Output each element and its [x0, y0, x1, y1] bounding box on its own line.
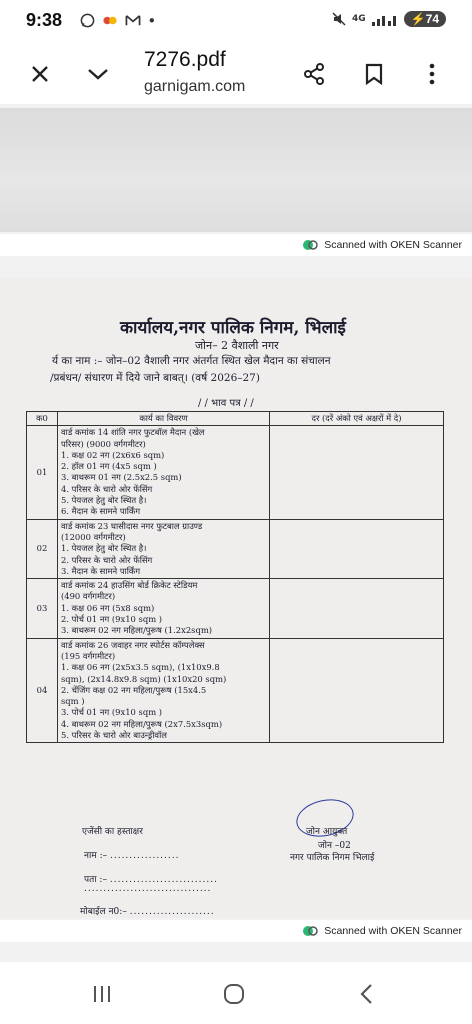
more-notifications-icon: • — [147, 12, 159, 30]
row-number: 02 — [27, 519, 58, 578]
row-number: 04 — [27, 638, 58, 743]
header-rate: दर (दरें अंको एवं अक्षरों में दे) — [270, 412, 444, 426]
system-nav-bar — [0, 962, 472, 1024]
rate-table — [26, 411, 444, 743]
zone-title: जोन– 2 वैशाली नगर — [195, 339, 279, 352]
back-button[interactable] — [346, 980, 386, 1008]
rate-cell — [270, 638, 444, 743]
desc-line: 3. मैदान के सामने पार्किंग — [61, 565, 141, 576]
rate-cell — [270, 426, 444, 519]
desc-line: 3. बाथरूम 02 नग महिला/पुरूष (1.2x2sqm) — [61, 625, 213, 636]
desc-line: 1. कक्ष 06 नग (5x8 sqm) — [61, 602, 155, 613]
desc-line: वार्ड कमांक 23 घासीदास नगर फुटबाल ग्राउण्ड — [61, 520, 203, 531]
address-blank-line-2: ................................. — [84, 884, 212, 894]
more-options-button[interactable] — [414, 56, 450, 92]
desc-line: (12000 वर्गगमीटर) — [61, 531, 126, 542]
agency-signature-label: एजेंसी का हस्ताक्षर — [82, 827, 143, 837]
desc-line: 5. पेयजल हेतु बोर स्थित है। — [61, 495, 147, 506]
battery-charging-icon: ⚡ — [410, 12, 426, 26]
desc-line: 1. पेयजल हेतु बोर स्थित है। — [61, 543, 147, 554]
recent-apps-icon — [92, 985, 112, 1003]
pdf-page-2 — [0, 278, 472, 918]
row-description — [58, 579, 270, 638]
more-vert-icon — [429, 63, 435, 85]
share-button[interactable] — [296, 56, 332, 92]
desc-line: (490 वर्गगमीटर) — [61, 591, 116, 602]
back-icon — [359, 983, 373, 1005]
whatsapp-icon — [80, 13, 95, 28]
desc-line: 5. परिसर के चारो ओर बाउन्ड्रीवॉल — [61, 730, 167, 741]
desc-line: 1. कक्ष 02 नग (2x6x6 sqm) — [61, 449, 165, 460]
desc-line: 3. बाथरूम 01 नग (2.5x2.5 sqm) — [61, 472, 182, 483]
close-button[interactable] — [22, 56, 58, 92]
desc-line: 4. परिसर के चारो ओर फेंसिंग — [61, 483, 153, 494]
row-description — [58, 519, 270, 578]
address-blank: ............................ — [109, 875, 218, 885]
row-number: 03 — [27, 579, 58, 638]
status-right — [332, 11, 446, 27]
scan-label: Scanned with OKEN Scanner — [324, 239, 462, 251]
table-row — [27, 426, 444, 519]
desc-line: (195 वर्गगमीटर) — [61, 650, 116, 661]
table-row — [27, 579, 444, 638]
signal-icon — [372, 13, 398, 26]
status-time: 9:38 — [26, 10, 63, 30]
address-label: पता :– — [84, 875, 107, 885]
desc-line: 2. चेंजिंग कक्ष 02 नग महिला/पुरूष (15x4.5 — [61, 684, 207, 695]
notification-icons — [80, 12, 158, 30]
home-button[interactable] — [214, 980, 254, 1008]
file-host: garnigam.com — [144, 78, 246, 95]
scan-watermark — [0, 234, 472, 256]
bhav-patra-heading: / / भाव पत्र / / — [198, 398, 254, 409]
chevron-down-icon — [87, 67, 109, 81]
desc-line: sqm), (2x14.8x9.8 sqm) (1x10x20 sqm) — [61, 673, 227, 684]
mute-icon — [332, 12, 346, 26]
name-label: नाम :– — [84, 851, 108, 861]
bookmark-button[interactable] — [356, 56, 392, 92]
desc-line: परिसर) (9000 वर्गगमीटर) — [61, 438, 146, 449]
desc-line: 2. पोर्च 01 नग (9x10 sqm ) — [61, 614, 163, 625]
mobile-blank: ...................... — [129, 907, 215, 917]
row-description — [58, 426, 270, 519]
desc-line: sqm ) — [61, 696, 85, 707]
desc-line: 3. पोर्च 01 नग (9x10 sqm ) — [61, 707, 163, 718]
desc-line: 2. हॉल 01 नग (4x5 sqm ) — [61, 461, 157, 472]
desc-line: 2. परिसर के चारो ओर फेंसिंग — [61, 554, 153, 565]
name-field-label — [84, 848, 179, 861]
name-blank: .................. — [109, 851, 180, 861]
mobile-field-label — [80, 904, 215, 917]
file-name: 7276.pdf — [144, 48, 226, 71]
battery-level: 74 — [425, 12, 439, 26]
share-icon — [302, 62, 326, 86]
commissioner-zone: जोन –02 — [318, 841, 351, 851]
table-row — [27, 638, 444, 743]
expand-button[interactable] — [80, 56, 116, 92]
rate-cell — [270, 579, 444, 638]
desc-line: 6. मैदान के सामने पार्किंग — [61, 506, 141, 517]
row-description — [58, 638, 270, 743]
desc-line: 1. कक्ष 06 नग (2x5x3.5 sqm), (1x10x9.8 — [61, 662, 220, 673]
desc-line: वार्ड कमांक 26 जवाहर नगर स्पोर्टस कॉम्पलेक्स — [61, 639, 205, 650]
oken-logo-icon — [302, 925, 318, 937]
oken-logo-icon — [302, 239, 318, 251]
scan-label: Scanned with OKEN Scanner — [324, 925, 462, 937]
commissioner-title: जोन आयुक्त — [306, 827, 348, 837]
battery-indicator — [404, 11, 446, 27]
recent-apps-button[interactable] — [82, 980, 122, 1008]
commissioner-office: नगर पालिक निगम भिलाई — [290, 853, 375, 863]
home-icon — [223, 983, 245, 1005]
close-icon — [30, 64, 50, 84]
rate-cell — [270, 519, 444, 578]
bookmark-icon — [365, 63, 383, 85]
office-title: कार्यालय,नगर पालिक निगम, भिलाई — [120, 318, 346, 338]
row-number: 01 — [27, 426, 58, 519]
work-name-line-2: /प्रबंधन/ संधारण में दिये जाने बाबत्। (वर्ष 2026–27) — [50, 372, 260, 384]
desc-line: वार्ड कमांक 24 हाउसिंग बोर्ड क्रिकेट स्टेडियम — [61, 580, 198, 591]
header-serial: क0 — [27, 412, 58, 426]
network-label: 4G — [352, 14, 366, 24]
document-content — [0, 278, 472, 918]
scan-watermark — [0, 920, 472, 942]
contacts-icon — [102, 13, 118, 28]
status-bar — [0, 0, 472, 42]
desc-line: 4. बाथरूम 02 नग महिला/पुरूष (2x7.5x3sqm) — [61, 718, 223, 729]
table-row — [27, 519, 444, 578]
gmail-icon — [125, 13, 141, 28]
header-description: कार्य का विवरण — [58, 412, 270, 426]
table-header-row — [27, 412, 444, 426]
pdf-page-1 — [0, 108, 472, 232]
mobile-label: मोबाईल न0:– — [80, 907, 127, 917]
work-name-line-1: र्य का नाम :– जोन–02 वैशाली नगर अंतर्गत स्थित खेल मैदान का संचालन — [52, 355, 331, 367]
desc-line: वार्ड कमांक 14 शांति नगर फुटबॉल मैदान (खेल — [61, 427, 205, 438]
